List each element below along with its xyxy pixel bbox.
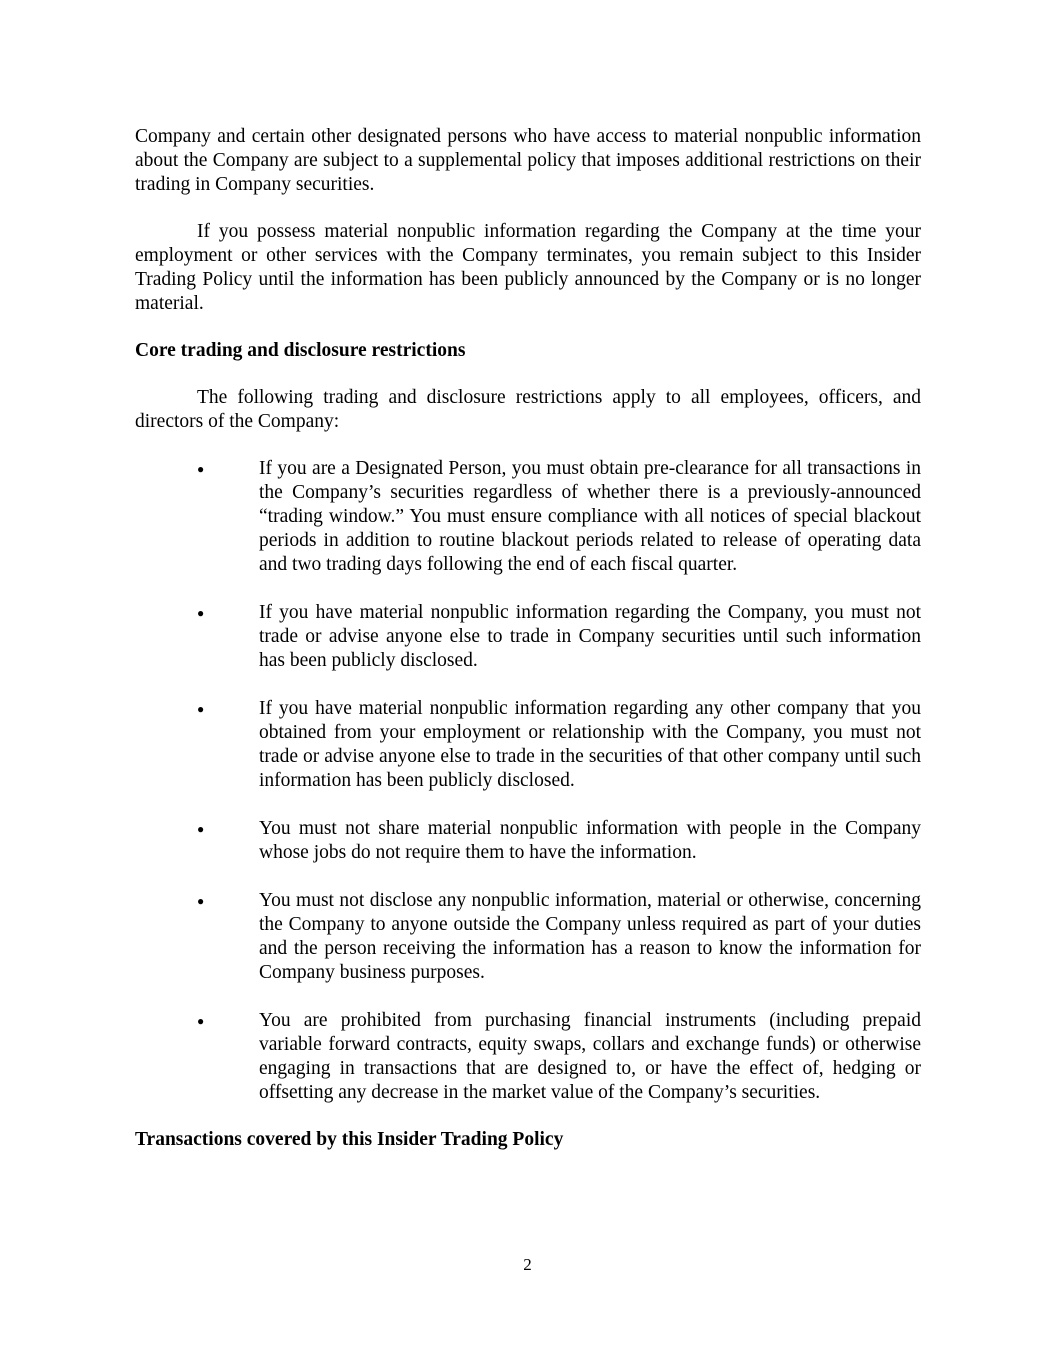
list-item [135,889,921,985]
list-item [135,601,921,673]
bullet-icon: ● [197,822,205,836]
list-item-text: You must not disclose any nonpublic information, material or otherwise, concerning the Company to anyone outside the Company unless required as part of your duties and the person receiving the information has a reason to know the information for Company business purposes. [259,890,921,983]
page-number: 2 [523,1255,532,1274]
paragraph-supplemental-policy: Company and certain other designated persons who have access to material nonpublic information about the Company are subject to a supplemental policy that imposes additional restrictions on their trading in Company securities. [135,126,921,195]
list-item-text: If you have material nonpublic information regarding the Company, you must not trade or advise anyone else to trade in Company securities until such information has been publicly disclosed. [259,602,921,671]
bullet-icon: ● [197,702,205,716]
section-heading-core-restrictions: Core trading and disclosure restrictions [135,340,466,361]
list-item [135,1009,921,1105]
list-item-text: You must not share material nonpublic information with people in the Company whose jobs do not require them to have the information. [259,818,921,863]
restrictions-list [135,457,921,1105]
list-item [135,457,921,577]
list-item-text: If you have material nonpublic information regarding any other company that you obtained from your employment or relationship with the Company, you must not trade or advise anyone else to trade in the securities of that other company until such information has been publicly disclosed. [259,698,921,791]
document-page [135,125,921,1175]
paragraph-restrictions-intro: The following trading and disclosure restrictions apply to all employees, officers, and directors of the Company: [135,387,921,432]
bullet-icon: ● [197,1014,205,1028]
list-item [135,817,921,865]
list-item [135,697,921,793]
bullet-icon: ● [197,606,205,620]
section-heading-transactions-covered: Transactions covered by this Insider Trading Policy [135,1129,564,1150]
bullet-icon: ● [197,462,205,476]
bullet-icon: ● [197,894,205,908]
paragraph-termination: If you possess material nonpublic information regarding the Company at the time your employment or other services with the Company terminates, you remain subject to this Insider Trading Policy until the information has been publicly announced by the Company or is no longer material. [135,221,921,314]
list-item-text: If you are a Designated Person, you must obtain pre-clearance for all transactions in the Company’s securities regardless of whether there is a previously-announced “trading window.” You must ensure compliance with all notices of special blackout periods in addition to routine blackout periods related to release of operating data and two trading days following the end of each fiscal quarter. [259,458,921,575]
list-item-text: You are prohibited from purchasing financial instruments (including prepaid variable forward contracts, equity swaps, collars and exchange funds) or otherwise engaging in transactions that are designed to, or have the effect of, hedging or offsetting any decrease in the market value of the Company’s securities. [259,1010,921,1103]
